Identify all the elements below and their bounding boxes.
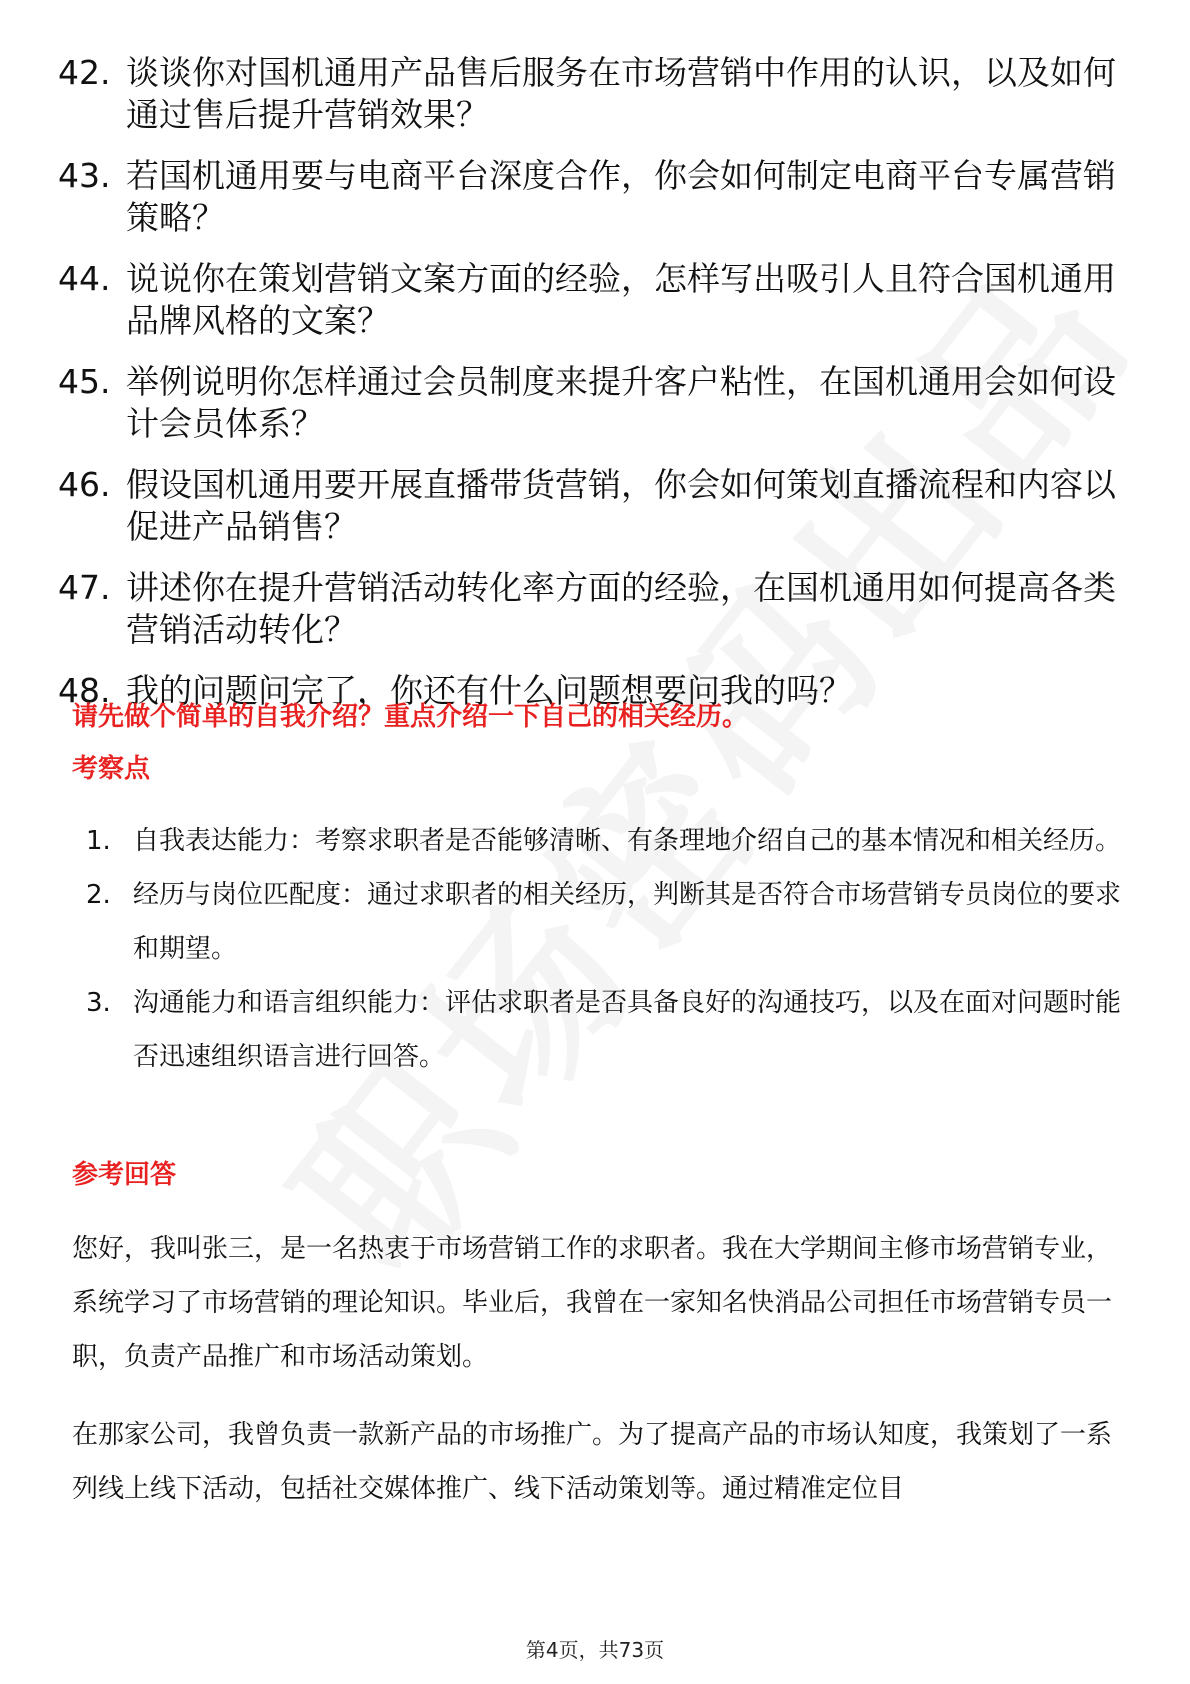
question-text: 谈谈你对国机通用产品售后服务在市场营销中作用的认识，以及如何通过售后提升营销效果？ (126, 53, 1116, 134)
question-number: 46. (58, 465, 111, 504)
answer-paragraph: 您好，我叫张三，是一名热衷于市场营销工作的求职者。我在大学期间主修市场营销专业，系统学习了市场营销的理论知识。毕业后，我曾在一家知名快消品公司担任市场营销专员一职，负责产品推广和市场活动策划。 (72, 1234, 1113, 1372)
question-item (58, 258, 1138, 342)
key-point-number: 3. (86, 988, 111, 1018)
page-footer: 第4页，共73页 (525, 1638, 665, 1662)
question-item (58, 567, 1138, 651)
question-number: 42. (58, 53, 111, 92)
key-points-heading: 考察点 (72, 754, 151, 784)
key-point-text: 经历与岗位匹配度：通过求职者的相关经历，判断其是否符合市场营销专员岗位的要求和期望。 (133, 880, 1122, 964)
question-item (58, 464, 1138, 548)
question-text: 举例说明你怎样通过会员制度来提升客户粘性，在国机通用会如何设计会员体系？ (126, 362, 1116, 443)
question-text: 若国机通用要与电商平台深度合作，你会如何制定电商平台专属营销策略？ (126, 156, 1116, 237)
question-item (58, 52, 1138, 136)
question-text: 假设国机通用要开展直播带货营销，你会如何策划直播流程和内容以促进产品销售？ (126, 465, 1116, 546)
question-text: 讲述你在提升营销活动转化率方面的经验，在国机通用如何提高各类营销活动转化？ (126, 568, 1116, 649)
question-number: 43. (58, 156, 111, 195)
key-point-number: 1. (86, 826, 111, 856)
question-number: 44. (58, 259, 111, 298)
question-text: 说说你在策划营销文案方面的经验，怎样写出吸引人且符合国机通用品牌风格的文案？ (126, 259, 1116, 340)
answer-paragraph: 在那家公司，我曾负责一款新产品的市场推广。为了提高产品的市场认知度，我策划了一系列线上线下活动，包括社交媒体推广、线下活动策划等。通过精准定位目 (72, 1420, 1113, 1504)
key-point-text: 自我表达能力：考察求职者是否能够清晰、有条理地介绍自己的基本情况和相关经历。 (133, 826, 1122, 856)
key-point-item (78, 814, 1128, 868)
answer-heading: 参考回答 (72, 1160, 177, 1190)
key-point-number: 2. (86, 880, 111, 910)
section-title: 请先做个简单的自我介绍？重点介绍一下自己的相关经历。 (72, 702, 749, 732)
question-item (58, 361, 1138, 445)
key-point-item (78, 868, 1128, 976)
question-list (58, 52, 1138, 731)
question-item (58, 155, 1138, 239)
question-text: 我的问题问完了，你还有什么问题想要问我的吗？ (126, 671, 852, 710)
question-number: 48. (58, 671, 111, 710)
key-point-item (78, 976, 1128, 1084)
key-point-text: 沟通能力和语言组织能力：评估求职者是否具备良好的沟通技巧，以及在面对问题时能否迅速组织语言进行回答。 (133, 988, 1122, 1072)
question-number: 47. (58, 568, 111, 607)
key-points-list (78, 814, 1128, 1084)
question-number: 45. (58, 362, 111, 401)
